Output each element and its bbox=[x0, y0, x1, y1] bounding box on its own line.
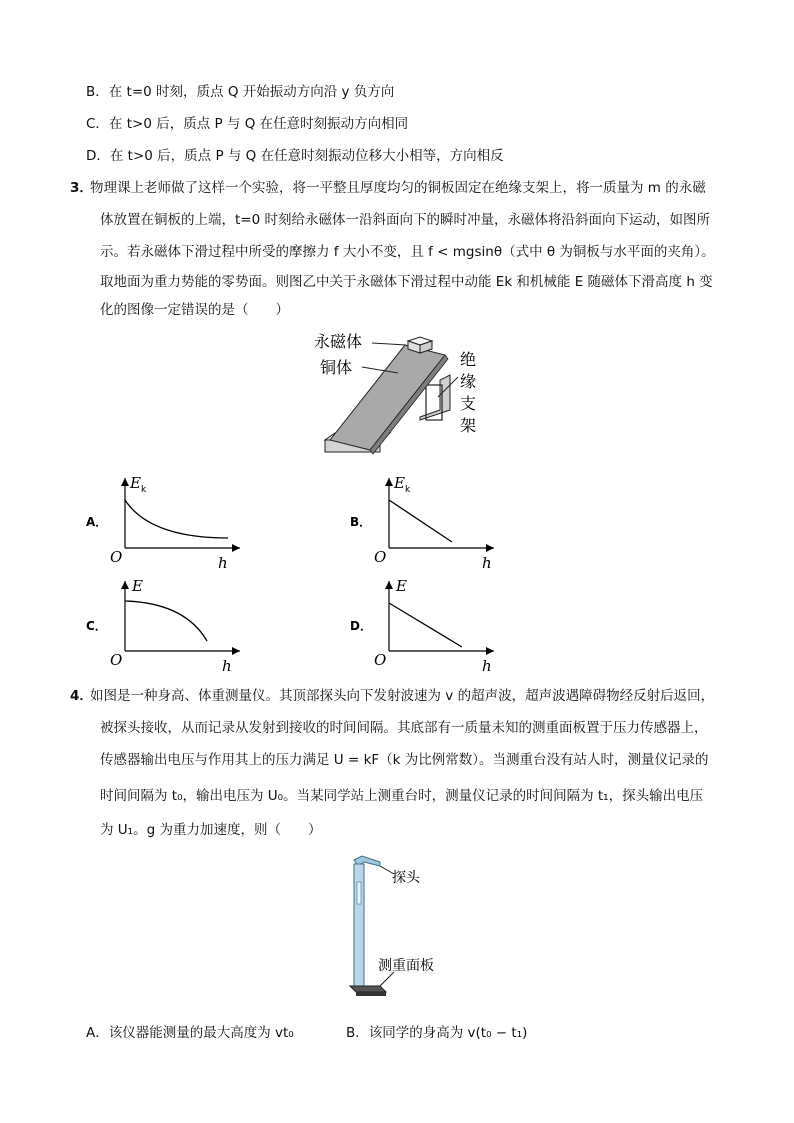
q2-option-b: B．在 t=0 时刻，质点 Q 开始振动方向沿 y 负方向 bbox=[86, 84, 395, 100]
graph-b-ysub: k bbox=[405, 485, 411, 495]
graph-d-origin: O bbox=[374, 651, 387, 669]
probe-label: 探头 bbox=[392, 870, 420, 886]
graph-c-xlabel: h bbox=[222, 657, 232, 675]
graph-d-option-label: D． bbox=[350, 619, 372, 633]
q3-text-line-4: 取地面为重力势能的零势面。则图乙中关于永磁体下滑过程中动能 Ek 和机械能 E 随磁体下滑高度 h 变 bbox=[100, 274, 713, 290]
q2-option-c: C．在 t>0 后，质点 P 与 Q 在任意时刻振动方向相同 bbox=[86, 116, 409, 132]
graph-b-origin: O bbox=[374, 548, 387, 566]
graph-c-curve bbox=[125, 601, 207, 641]
graph-d-xlabel: h bbox=[482, 657, 492, 675]
q4-text-line-4: 时间间隔为 t₀，输出电压为 U₀。当某同学站上测重台时，测量仪记录的时间间隔为 t₁，探头输出电压 bbox=[100, 788, 704, 804]
graph-b-option-label: B． bbox=[350, 515, 372, 529]
graph-c-origin: O bbox=[110, 651, 123, 669]
copper-plate-figure bbox=[310, 325, 500, 465]
stand-label-1: 绝 bbox=[460, 350, 477, 369]
graph-d-ylabel: E bbox=[396, 577, 407, 595]
q2-option-d: D．在 t>0 后，质点 P 与 Q 在任意时刻振动位移大小相等，方向相反 bbox=[86, 148, 504, 164]
q3-number: 3． bbox=[70, 180, 93, 196]
q3-text-line-1: 物理课上老师做了这样一个实验，将一平整且厚度均匀的铜板固定在绝缘支架上，将一质量为 m 的永磁 bbox=[90, 180, 706, 196]
magnet-label: 永磁体 bbox=[314, 332, 363, 351]
copper-label: 铜体 bbox=[320, 358, 353, 377]
q4-text-line-1: 如图是一种身高、体重测量仪。其顶部探头向下发射波速为 v 的超声波，超声波遇障碍物经反射后返回， bbox=[90, 688, 715, 704]
q4-number: 4． bbox=[70, 688, 93, 704]
graph-d bbox=[344, 575, 524, 675]
graph-b-ylabel: E bbox=[394, 474, 405, 492]
graph-a-ylabel: E bbox=[130, 474, 141, 492]
graph-b-line bbox=[389, 500, 452, 542]
graph-a-ysub: k bbox=[141, 485, 147, 495]
q3-text-line-2: 体放置在铜板的上端，t=0 时刻给永磁体一沿斜面向下的瞬时冲量，永磁体将沿斜面向下运动，如图所 bbox=[100, 212, 710, 228]
q3-text-line-3: 示。若永磁体下滑过程中所受的摩擦力 f 大小不变，且 f < mgsinθ（式中 θ 为铜板与水平面的夹角）。 bbox=[100, 244, 715, 260]
stand-label-4: 架 bbox=[460, 416, 477, 435]
graph-a bbox=[80, 470, 260, 575]
q4-text-line-5: 为 U₁。g 为重力加速度，则（ ） bbox=[100, 822, 322, 838]
stand-label-3: 支 bbox=[460, 394, 477, 413]
q4-text-line-2: 被探头接收，从而记录从发射到接收的时间间隔。其底部有一质量未知的测重面板置于压力传感器上， bbox=[100, 720, 708, 736]
height-meter-figure bbox=[340, 852, 470, 1002]
plate-label: 测重面板 bbox=[378, 958, 434, 974]
q4-option-b: B．该同学的身高为 v(t₀ − t₁) bbox=[346, 1025, 528, 1041]
graph-c bbox=[80, 575, 260, 675]
graph-a-curve bbox=[125, 500, 228, 538]
graph-c-option-label: C． bbox=[86, 619, 107, 633]
q3-text-line-5: 化的图像一定错误的是（ ） bbox=[100, 302, 289, 318]
graph-a-origin: O bbox=[110, 548, 123, 566]
graph-b-xlabel: h bbox=[482, 554, 492, 572]
graph-b bbox=[344, 470, 524, 575]
stand-label-2: 缘 bbox=[460, 372, 477, 391]
q4-option-a: A．该仪器能测量的最大高度为 vt₀ bbox=[86, 1025, 294, 1041]
graph-a-xlabel: h bbox=[218, 554, 228, 572]
graph-d-line bbox=[389, 603, 462, 647]
graph-c-ylabel: E bbox=[132, 577, 143, 595]
q4-text-line-3: 传感器输出电压与作用其上的压力满足 U = kF（k 为比例常数）。当测重台没有站人时，测量仪记录的 bbox=[100, 752, 709, 768]
graph-a-option-label: A． bbox=[86, 515, 108, 529]
